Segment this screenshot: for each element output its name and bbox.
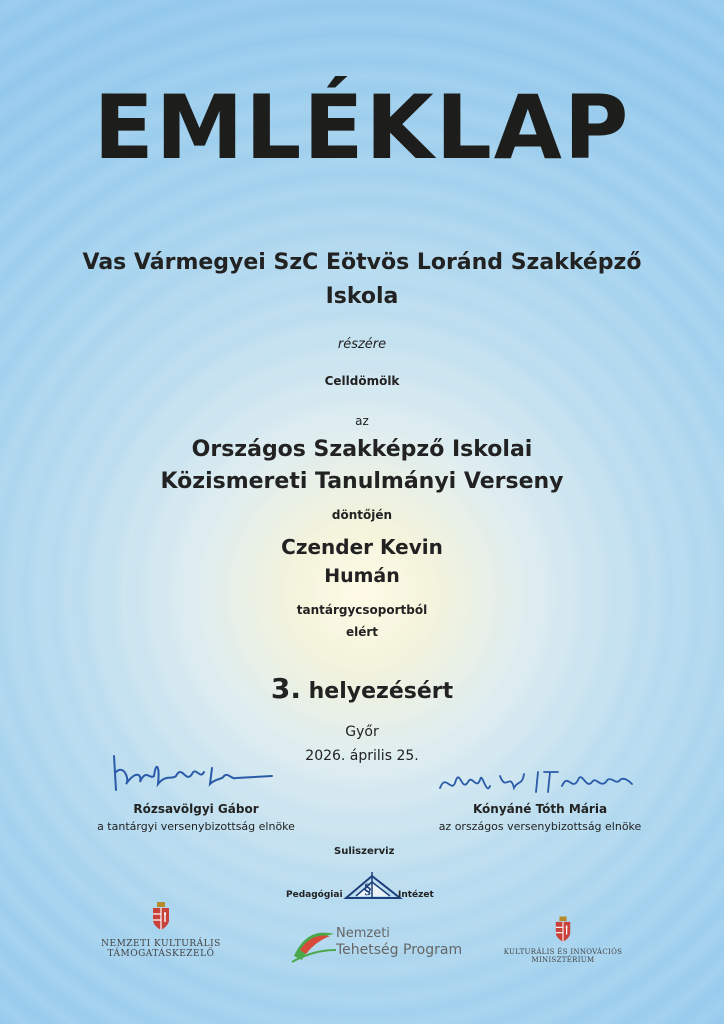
signature-right <box>410 762 670 833</box>
signature-left <box>66 750 326 833</box>
ntp-swoosh-icon <box>290 920 338 964</box>
date: 2026. április 25. <box>305 748 419 764</box>
suliszerviz-top-text: Suliszerviz <box>334 846 395 857</box>
place-text: helyezésért <box>308 679 454 704</box>
dontojen-text: döntőjén <box>331 508 393 522</box>
category-name: Humán <box>324 565 400 587</box>
contest-title: Országos Szakképző Iskolai Közismereti Tanulmányi Verseny <box>160 437 564 494</box>
location: Győr <box>345 724 379 740</box>
nkt-line1: NEMZETI KULTURÁLIS <box>101 939 221 949</box>
suliszerviz-logo <box>250 846 474 906</box>
contest-name <box>0 434 724 498</box>
student-name: Czender Kevin <box>281 535 443 559</box>
suliszerviz-right-text: Intézet <box>398 890 434 900</box>
signatory-left-name: Rózsavölgyi Gábor <box>133 802 259 816</box>
kim-line2: MINISZTÉRIUM <box>531 956 595 964</box>
nkt-logo <box>96 902 226 959</box>
place-number: 3. <box>270 672 301 705</box>
signatory-right-name: Kónyáné Tóth Mária <box>472 802 608 816</box>
tantargy-text: tantárgycsoportból <box>296 603 428 617</box>
book-icon <box>342 868 404 902</box>
paragraph-symbol: § <box>364 882 372 898</box>
ntp-line2: Tehetség Program <box>336 942 463 958</box>
school-name: Vas Vármegyei SzC Eötvös Loránd Szakképző Iskola <box>82 250 642 309</box>
signatory-left-role: a tantárgyi versenybizottság elnöke <box>97 820 295 833</box>
hungarian-coat-of-arms-icon <box>151 902 171 932</box>
handwritten-signature-right <box>420 762 660 802</box>
placement <box>0 672 724 705</box>
kim-logo <box>498 916 628 964</box>
ntp-line1: Nemzeti <box>336 926 390 941</box>
kim-line1: KULTURÁLIS ÉS INNOVÁCIÓS <box>503 948 623 956</box>
elert-text: elért <box>345 625 379 639</box>
handwritten-signature-left <box>96 750 296 802</box>
az-text: az <box>355 414 369 428</box>
nkt-line2: TÁMOGATÁSKEZELŐ <box>107 949 215 959</box>
reszere-text: részére <box>337 337 387 352</box>
hungarian-coat-of-arms-icon <box>554 916 572 944</box>
certificate-title: EMLÉKLAP <box>93 76 631 179</box>
suliszerviz-left-text: Pedagógiai <box>286 890 343 900</box>
signatory-right-role: az országos versenybizottság elnöke <box>438 820 642 833</box>
city-name: Celldömölk <box>324 374 400 388</box>
